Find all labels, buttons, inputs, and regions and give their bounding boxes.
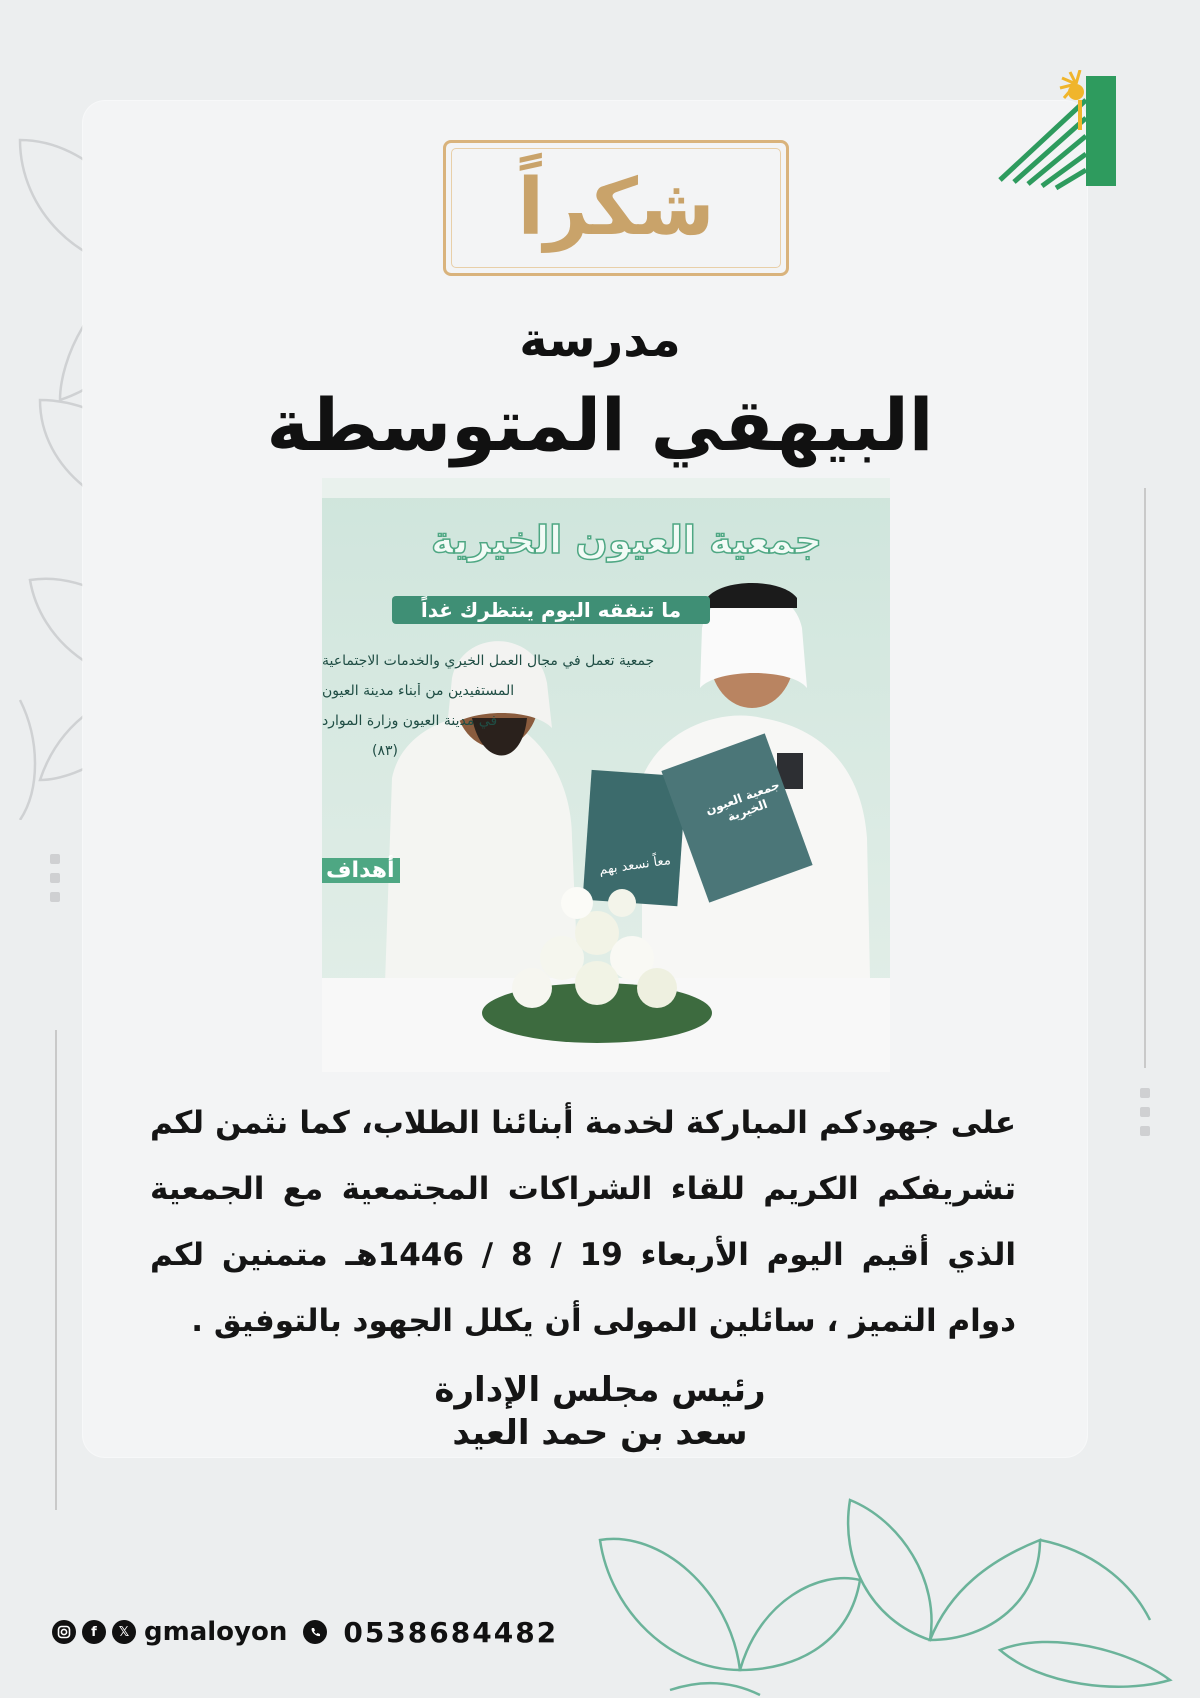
facebook-icon[interactable]: f bbox=[82, 1620, 106, 1644]
school-label: مدرسة bbox=[519, 312, 681, 368]
banner-title: جمعية العيون الخيرية bbox=[431, 518, 822, 562]
banner-subtitle: ما تنفقه اليوم ينتظرك غداً bbox=[392, 596, 710, 624]
dots-right bbox=[1140, 1088, 1150, 1145]
leaf-pattern-bottom-right bbox=[570, 1480, 1200, 1698]
social-handle[interactable]: gmaloyon bbox=[144, 1617, 288, 1647]
x-icon[interactable]: 𝕏 bbox=[112, 1620, 136, 1644]
whatsapp-icon[interactable] bbox=[303, 1620, 327, 1644]
banner-line-1: جمعية تعمل في مجال العمل الخيري والخدمات الاجتماعية bbox=[322, 653, 655, 669]
contact-footer bbox=[52, 1612, 558, 1652]
banner-line-2: المستفيدين من أبناء مدينة العيون bbox=[322, 683, 515, 699]
folder-text: معاً نسعد بهم bbox=[598, 853, 672, 878]
thanks-paragraph: على جهودكم المباركة لخدمة أبنائنا الطلاب، كما نثمن لكم تشريفكم الكريم للقاء الشراكات المجتمعية مع الجمعية الذي أقيم اليوم الأربعاء 19 / 8 / 1446هـ متمنين لكم دوام التميز ، سائلين المولى أن يكلل الجهود بالتوفيق . bbox=[150, 1105, 1016, 1339]
signature-name: سعد بن حمد العيد bbox=[452, 1413, 748, 1453]
banner-goals: أهداف bbox=[322, 858, 400, 883]
signature-title: رئيس مجلس الإدارة bbox=[434, 1370, 766, 1410]
banner-line-3: في مدينة العيون وزارة الموارد bbox=[322, 713, 498, 729]
thanks-heading: شكراً bbox=[517, 163, 715, 253]
folder-logo-text: جمعية العيون الخيرية bbox=[703, 777, 782, 825]
thanks-frame bbox=[443, 140, 789, 276]
dots-left bbox=[50, 854, 60, 911]
partnership-photo bbox=[322, 478, 890, 1072]
divider-line-right bbox=[1144, 488, 1146, 1068]
photo-scene bbox=[322, 478, 890, 1072]
instagram-icon[interactable] bbox=[52, 1620, 76, 1644]
school-name: البيهقي المتوسطة bbox=[266, 383, 934, 467]
charity-logo bbox=[990, 70, 1126, 198]
banner-line-4: (٨٣) bbox=[372, 743, 398, 759]
phone-number[interactable]: 0538684482 bbox=[343, 1615, 559, 1649]
